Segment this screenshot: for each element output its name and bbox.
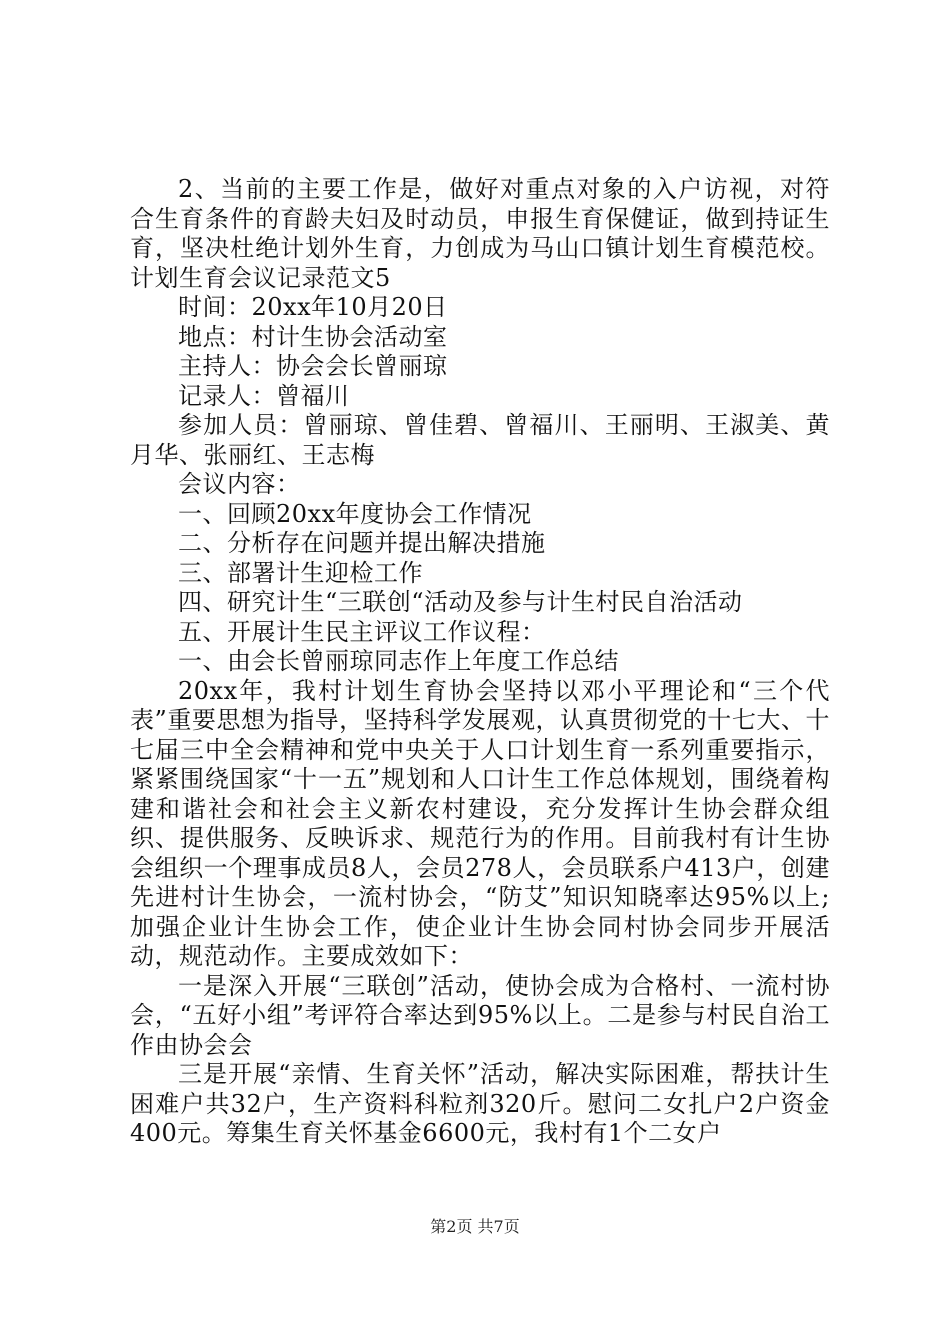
paragraph-meeting-content: 会议内容： bbox=[178, 470, 301, 498]
paragraph-time: 时间：20xx年10月20日 bbox=[178, 293, 448, 321]
paragraph-achievement-1: 一是深入开展“三联创”活动，使协会成为合格村、一流村协会，“五好小组”考评符合率达到95%以上。二是参与村民自治工作由协会会 bbox=[130, 971, 830, 1059]
paragraph-agenda-3: 三、部署计生迎检工作 bbox=[178, 558, 423, 587]
paragraph-agenda-2: 二、分析存在问题并提出解决措施 bbox=[178, 529, 546, 557]
paragraph-agenda-5: 五、开展计生民主评议工作议程： bbox=[178, 617, 546, 646]
paragraph-summary-body: 20xx年，我村计划生育协会坚持以邓小平理论和“三个代表”重要思想为指导，坚持科学发展观，认真贯彻党的十七大、十七届三中全会精神和党中央关于人口计划生育一系列重要指示，紧紧围绕国家“十一五”规划和人口计生工作总体规划，围绕着构建和谐社会和社会主义新农村建设，充分发挥计生协会群众组织、提供服务、反映诉求、规范行为的作用。目前我村有计生协会组织一个理事成员8人，会员278人，会员联系户413户，创建先进村计生协会，一流村协会，“防艾”知识知晓率达95%以上;加强企业计生协会工作，使企业计生协会同村协会同步开展活动，规范动作。主要成效如下： bbox=[130, 676, 830, 970]
document-body bbox=[130, 175, 830, 1149]
paragraph-summary-heading: 一、由会长曾丽琼同志作上年度工作总结 bbox=[178, 647, 619, 675]
paragraph-agenda-4: 四、研究计生“三联创“活动及参与计生村民自治活动 bbox=[178, 588, 743, 616]
paragraph-achievement-3: 三是开展“亲情、生育关怀”活动，解决实际困难，帮扶计生困难户共32户，生产资料科粒剂320斤。慰问二女扎户2户资金400元。筹集生育关怀基金6600元，我村有1个二女户 bbox=[130, 1060, 830, 1147]
paragraph-host: 主持人：协会会长曾丽琼 bbox=[178, 352, 448, 380]
paragraph-location: 地点：村计生协会活动室 bbox=[178, 322, 448, 351]
paragraph-main-work: 2、当前的主要工作是，做好对重点对象的入户访视，对符合生育条件的育龄夫妇及时动员，申报生育保健证，做到持证生育，坚决杜绝计划外生育，力创成为马山口镇计划生育模范校。计划生育会议记录范文5 bbox=[130, 175, 830, 292]
paragraph-agenda-1: 一、回顾20xx年度协会工作情况 bbox=[178, 499, 532, 528]
page-footer: 第2页 共7页 bbox=[430, 1217, 520, 1236]
paragraph-recorder: 记录人：曾福川 bbox=[178, 381, 350, 410]
paragraph-attendees: 参加人员：曾丽琼、曾佳碧、曾福川、王丽明、王淑美、黄月华、张丽红、王志梅 bbox=[130, 411, 830, 469]
